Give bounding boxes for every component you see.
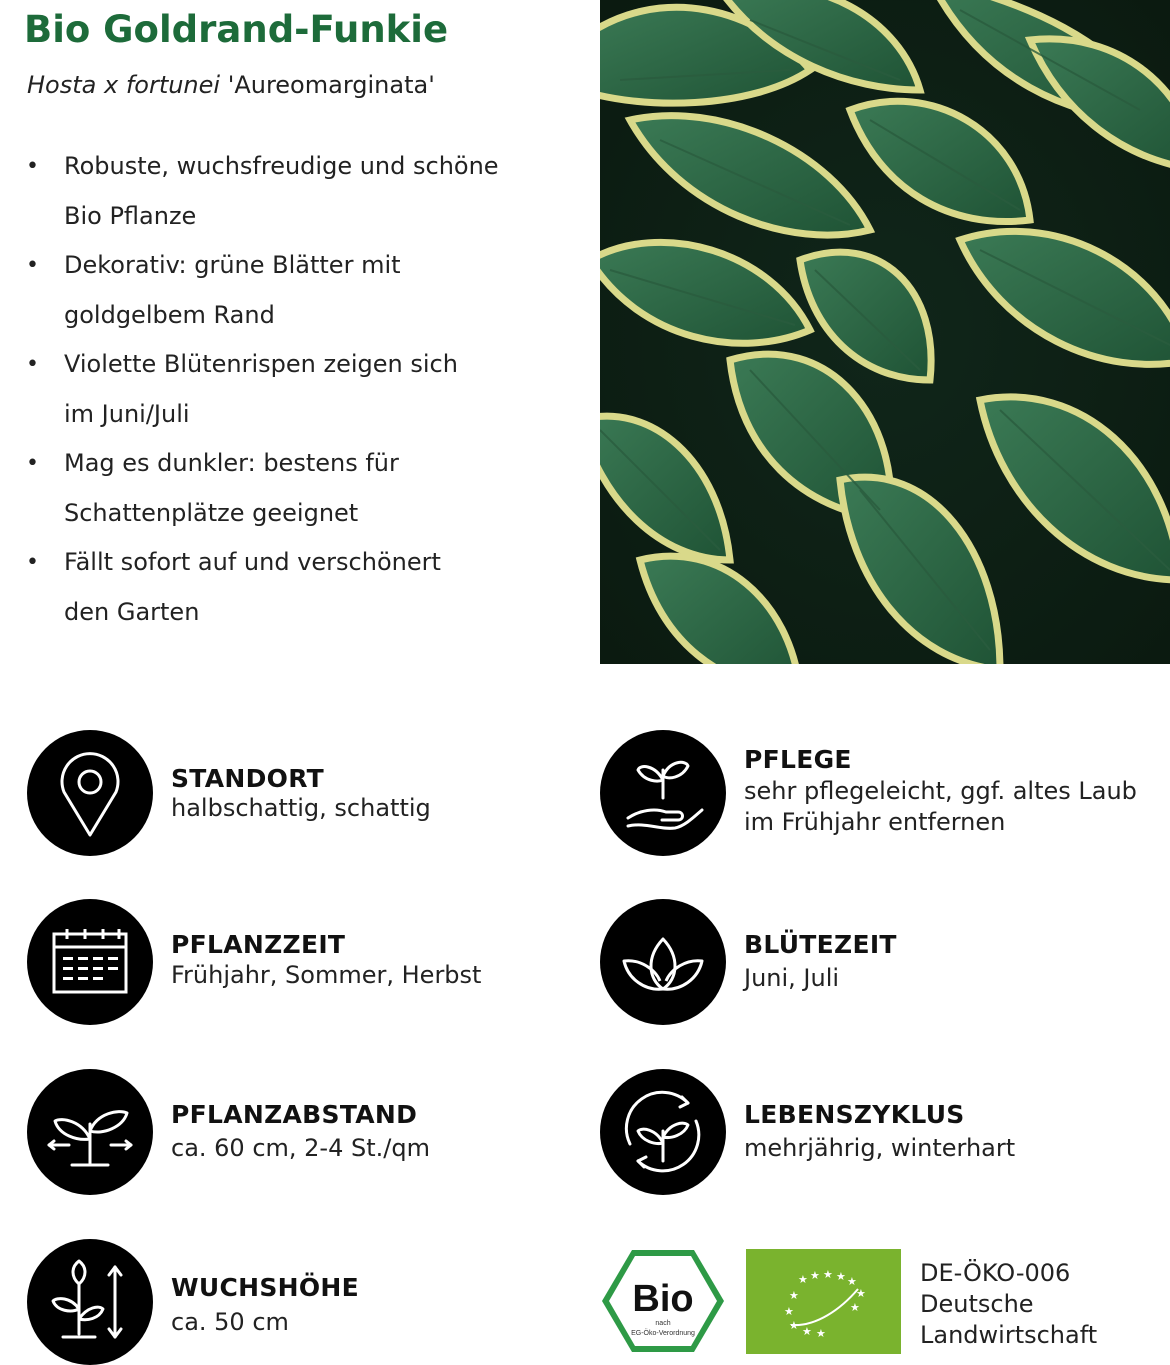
bullet-text: goldgelbem Rand bbox=[64, 300, 275, 329]
hosta-leaves-image bbox=[600, 0, 1170, 664]
pflege-value-2: im Frühjahr entfernen bbox=[744, 808, 1006, 836]
bullet-text: Bio Pflanze bbox=[64, 201, 197, 230]
svg-text:★: ★ bbox=[847, 1275, 857, 1288]
svg-text:★: ★ bbox=[823, 1268, 833, 1281]
calendar-icon bbox=[27, 899, 153, 1025]
pflanzzeit-value: Frühjahr, Sommer, Herbst bbox=[171, 961, 482, 989]
svg-text:★: ★ bbox=[789, 1319, 799, 1332]
bullet-text: Mag es dunkler: bestens für bbox=[64, 449, 399, 477]
certification-origin: Deutsche bbox=[920, 1290, 1034, 1318]
bluetezeit-value: Juni, Juli bbox=[744, 964, 840, 992]
botanical-cultivar: 'Aureomarginata' bbox=[227, 71, 435, 99]
bullet-dot: • bbox=[26, 154, 39, 179]
bullet-text: im Juni/Juli bbox=[64, 399, 190, 428]
bullet-dot: • bbox=[26, 253, 39, 278]
list-item bbox=[22, 241, 582, 340]
svg-text:★: ★ bbox=[789, 1289, 799, 1302]
plant-spacing-icon bbox=[27, 1069, 153, 1195]
list-item bbox=[22, 538, 582, 637]
svg-text:★: ★ bbox=[784, 1305, 794, 1318]
bio-seal-logo bbox=[600, 1247, 726, 1355]
certification-origin: Landwirtschaft bbox=[920, 1321, 1098, 1349]
eu-organic-leaf-logo bbox=[746, 1249, 901, 1354]
svg-text:★: ★ bbox=[856, 1287, 866, 1300]
svg-text:★: ★ bbox=[802, 1325, 812, 1338]
lebenszyklus-label: LEBENSZYKLUS bbox=[744, 1100, 965, 1129]
bullet-text: Violette Blütenrispen zeigen sich bbox=[64, 350, 458, 378]
svg-text:★: ★ bbox=[798, 1273, 808, 1286]
lotus-flower-icon bbox=[600, 899, 726, 1025]
certification-text bbox=[920, 1258, 1097, 1351]
product-photo bbox=[600, 0, 1170, 664]
pflege-value: sehr pflegeleicht, ggf. altes Laub bbox=[744, 777, 1137, 805]
plant-height-icon bbox=[27, 1239, 153, 1365]
plant-cycle-icon bbox=[600, 1069, 726, 1195]
list-item bbox=[22, 439, 582, 538]
bullet-dot: • bbox=[26, 451, 39, 476]
bio-seal-text: Bio bbox=[632, 1278, 694, 1320]
bullet-text: Fällt sofort auf und verschönert bbox=[64, 548, 441, 576]
location-pin-icon bbox=[27, 730, 153, 856]
bullet-dot: • bbox=[26, 550, 39, 575]
bullet-text: den Garten bbox=[64, 597, 200, 626]
pflege-label: PFLEGE bbox=[744, 745, 852, 774]
pflanzzeit-label: PFLANZZEIT bbox=[171, 930, 346, 959]
bullet-dot: • bbox=[26, 352, 39, 377]
certification-code: DE-ÖKO-006 bbox=[920, 1259, 1071, 1287]
bullet-text: Dekorativ: grüne Blätter mit bbox=[64, 251, 401, 279]
botanical-name bbox=[27, 71, 435, 99]
lebenszyklus-value: mehrjährig, winterhart bbox=[744, 1134, 1016, 1162]
product-title: Bio Goldrand-Funkie bbox=[24, 8, 449, 51]
feature-bullet-list bbox=[22, 142, 582, 637]
list-item bbox=[22, 340, 582, 439]
bio-seal-small: nach bbox=[655, 1320, 671, 1327]
svg-text:★: ★ bbox=[836, 1270, 846, 1283]
svg-text:★: ★ bbox=[816, 1327, 826, 1340]
standort-label: STANDORT bbox=[171, 764, 324, 793]
list-item bbox=[22, 142, 582, 241]
svg-text:★: ★ bbox=[850, 1301, 860, 1314]
seedling-hand-icon bbox=[600, 730, 726, 856]
pflanzabstand-value: ca. 60 cm, 2-4 St./qm bbox=[171, 1134, 430, 1162]
standort-value: halbschattig, schattig bbox=[171, 794, 431, 822]
bullet-text: Schattenplätze geeignet bbox=[64, 498, 359, 527]
bullet-text: Robuste, wuchsfreudige und schöne bbox=[64, 152, 499, 180]
bio-seal-small: EG-Öko-Verordnung bbox=[631, 1330, 695, 1337]
bluetezeit-label: BLÜTEZEIT bbox=[744, 930, 897, 959]
pflanzabstand-label: PFLANZABSTAND bbox=[171, 1100, 418, 1129]
wuchshoehe-value: ca. 50 cm bbox=[171, 1308, 289, 1336]
svg-text:★: ★ bbox=[810, 1269, 820, 1282]
wuchshoehe-label: WUCHSHÖHE bbox=[171, 1273, 360, 1302]
botanical-species: Hosta x fortunei bbox=[27, 71, 221, 99]
